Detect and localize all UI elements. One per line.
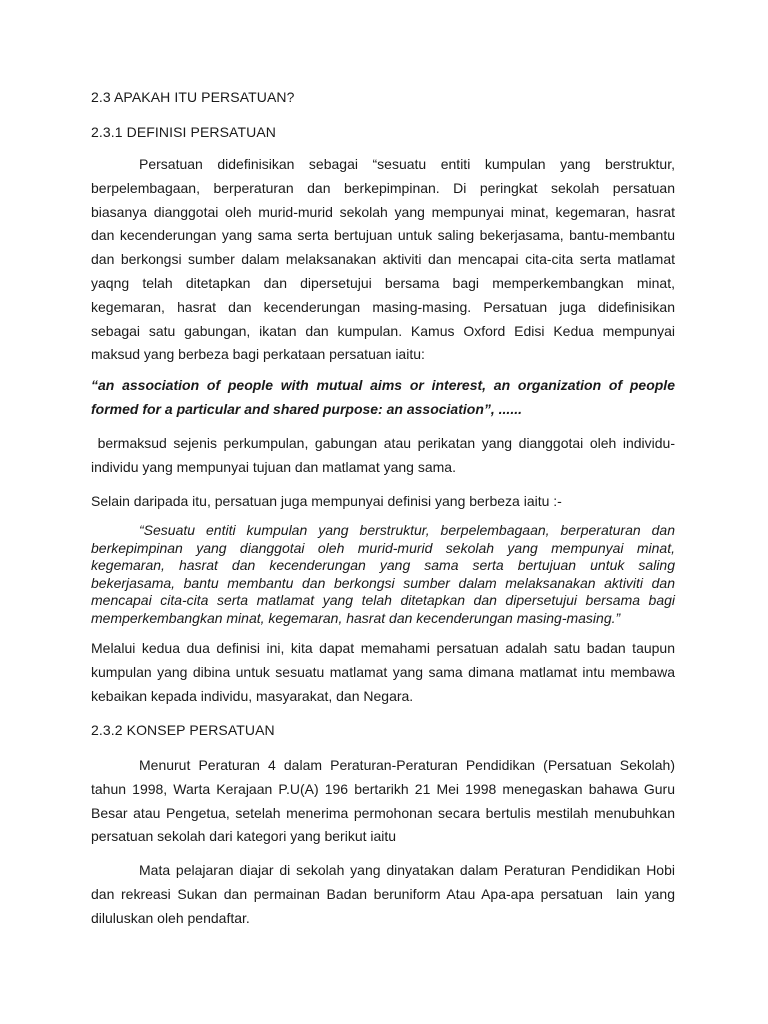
quote-line: “Sesuatu entiti kumpulan yang berstruktur, berpelembagaan, berperaturan dan [139,522,675,538]
paragraph-regulation [91,754,675,849]
paragraph-meaning [91,432,675,480]
text-line: dan kecenderungan yang sama serta bertujuan untuk saling bekerjasama, bantu-membantu [91,227,675,244]
text-line: kegemaran, hasrat dan kecenderungan masing-masing. Persatuan juga didefinisikan [91,298,675,315]
quote-line: formed for a particular and shared purpose: an association”, ...... [91,400,522,417]
text-line: Menurut Peraturan 4 dalam Peraturan-Peraturan Pendidikan (Persatuan Sekolah) [139,757,675,773]
section-heading-2-3: 2.3 APAKAH ITU PERSATUAN? [91,89,295,105]
paragraph-conclusion [91,637,675,708]
text-line: Melalui kedua dua definisi ini, kita dapat memahami persatuan adalah satu badan taupun [91,640,675,656]
text-line: sebagai satu gabungan, ikatan dan kumpulan. Kamus Oxford Edisi Kedua mempunyai [91,322,675,339]
paragraph-definition [91,153,675,367]
quote-line: kegemaran, hasrat dan kecenderungan yang sama serta bertujuan untuk saling [91,557,675,573]
text-line: tahun 1998, Warta Kerajaan P.U(A) 196 bertarikh 21 Mei 1998 menegaskan bahawa Guru [91,780,675,797]
section-heading-2-3-1: 2.3.1 DEFINISI PERSATUAN [91,124,276,140]
text-line: persatuan sekolah dari kategori yang berikut iaitu [91,828,397,845]
text-line: yaqng telah ditetapkan dan dipersetujui bersama bagi memperkembangkan minat, [91,274,675,291]
quote-line: berkepimpinan yang dianggotai oleh murid-murid sekolah yang mempunyai minat, [91,539,675,556]
quote-line: “an association of people with mutual aims or interest, an organization of people [91,377,675,393]
text-line: kebaikan kepada individu, masyarakat, dan Negara. [91,687,414,704]
quote-line: bekerjasama, bantu membantu dan berkongsi sumber dalam melaksanakan aktiviti dan [91,574,675,591]
text-line: maksud yang berbeza bagi perkataan persatuan iaitu: [91,346,425,363]
text-line: dan rekreasi Sukan dan permainan Badan beruniform Atau Apa-apa persatuan lain yang [91,885,675,902]
text-line: individu yang mempunyai tujuan dan matlamat yang sama. [91,458,456,475]
text-line: biasanya dianggotai oleh murid-murid sekolah yang mempunyai minat, kegemaran, hasrat [91,203,675,220]
text-line: dan berkongsi sumber dalam melaksanakan aktiviti dan mencapai cita-cita serta matlamat [91,251,675,268]
definition-quote [91,522,675,627]
text-line: Persatuan didefinisikan sebagai “sesuatu entiti kumpulan yang berstruktur, [139,156,675,172]
section-heading-2-3-2: 2.3.2 KONSEP PERSATUAN [91,722,275,738]
text-line: bermaksud sejenis perkumpulan, gabungan atau perikatan yang dianggotai oleh individu- [91,435,675,451]
text-line: Mata pelajaran diajar di sekolah yang dinyatakan dalam Peraturan Pendidikan Hobi [139,862,675,878]
text-line: Besar atau Pengetua, setelah menerima permohonan secara bertulis mestilah menubuhkan [91,804,675,821]
text-line: kumpulan yang dibina untuk sesuatu matlamat yang sama dimana matlamat intu membawa [91,663,675,680]
quote-line: memperkembangkan minat, kegemaran, hasrat dan kecenderungan masing-masing.” [91,609,621,626]
text-line: berpelembagaan, berperaturan dan berkepimpinan. Di peringkat sekolah persatuan [91,179,675,196]
paragraph-categories [91,859,675,930]
text-line: diluluskan oleh pendaftar. [91,909,250,926]
quote-line: mencapai cita-cita serta matlamat yang telah ditetapkan dan dipersetujui bersama bagi [91,592,675,608]
oxford-quote [91,374,675,421]
paragraph-other-definition: Selain daripada itu, persatuan juga mempunyai definisi yang berbeza iaitu :- [91,493,562,509]
